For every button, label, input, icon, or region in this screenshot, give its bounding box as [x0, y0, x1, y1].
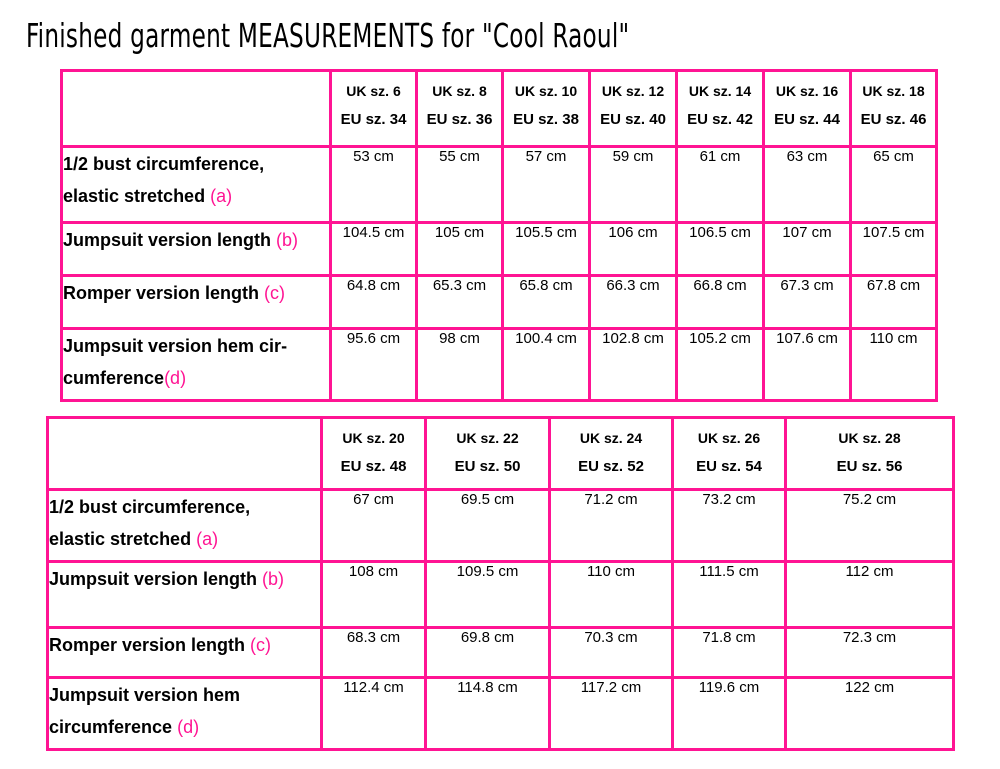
size-header: UK sz. 22 EU sz. 50 — [426, 418, 550, 490]
value-cell: 75.2 cm — [786, 490, 954, 562]
size-header-row — [62, 71, 937, 147]
value-cell: 100.4 cm — [503, 329, 590, 401]
row-label: Jumpsuit version hem circumference (d) — [48, 678, 322, 750]
value-cell: 106 cm — [590, 223, 677, 276]
value-cell: 73.2 cm — [673, 490, 786, 562]
size-header: UK sz. 18 EU sz. 46 — [851, 71, 937, 147]
size-header: UK sz. 26 EU sz. 54 — [673, 418, 786, 490]
size-header: UK sz. 28 EU sz. 56 — [786, 418, 954, 490]
table-row — [48, 678, 954, 750]
size-header: UK sz. 8 EU sz. 36 — [417, 71, 503, 147]
size-header: UK sz. 14 EU sz. 42 — [677, 71, 764, 147]
value-cell: 114.8 cm — [426, 678, 550, 750]
value-cell: 107.6 cm — [764, 329, 851, 401]
value-cell: 70.3 cm — [550, 628, 673, 678]
size-header: UK sz. 20 EU sz. 48 — [322, 418, 426, 490]
size-header: UK sz. 24 EU sz. 52 — [550, 418, 673, 490]
value-cell: 68.3 cm — [322, 628, 426, 678]
value-cell: 95.6 cm — [331, 329, 417, 401]
value-cell: 65.8 cm — [503, 276, 590, 329]
table-row — [62, 147, 937, 223]
row-label: Romper version length (c) — [48, 628, 322, 678]
value-cell: 104.5 cm — [331, 223, 417, 276]
value-cell: 71.2 cm — [550, 490, 673, 562]
value-cell: 71.8 cm — [673, 628, 786, 678]
table-row — [62, 276, 937, 329]
corner-cell — [62, 71, 331, 147]
value-cell: 67.8 cm — [851, 276, 937, 329]
value-cell: 105 cm — [417, 223, 503, 276]
value-cell: 63 cm — [764, 147, 851, 223]
page-title: Finished garment MEASUREMENTS for "Cool Raoul" — [26, 16, 630, 55]
value-cell: 69.5 cm — [426, 490, 550, 562]
value-cell: 117.2 cm — [550, 678, 673, 750]
value-cell: 61 cm — [677, 147, 764, 223]
size-header: UK sz. 10 EU sz. 38 — [503, 71, 590, 147]
value-cell: 64.8 cm — [331, 276, 417, 329]
value-cell: 105.5 cm — [503, 223, 590, 276]
value-cell: 106.5 cm — [677, 223, 764, 276]
value-cell: 59 cm — [590, 147, 677, 223]
value-cell: 65.3 cm — [417, 276, 503, 329]
table-row — [62, 329, 937, 401]
value-cell: 105.2 cm — [677, 329, 764, 401]
value-cell: 107 cm — [764, 223, 851, 276]
table-row — [48, 628, 954, 678]
corner-cell — [48, 418, 322, 490]
value-cell: 110 cm — [550, 562, 673, 628]
value-cell: 122 cm — [786, 678, 954, 750]
row-label: 1/2 bust circumference, elastic stretched (a) — [62, 147, 331, 223]
value-cell: 112.4 cm — [322, 678, 426, 750]
row-label: Romper version length (c) — [62, 276, 331, 329]
row-label: Jumpsuit version length (b) — [62, 223, 331, 276]
measurements-table-2 — [46, 416, 955, 751]
table-row — [48, 490, 954, 562]
value-cell: 55 cm — [417, 147, 503, 223]
size-header: UK sz. 16 EU sz. 44 — [764, 71, 851, 147]
value-cell: 107.5 cm — [851, 223, 937, 276]
table-row — [48, 562, 954, 628]
value-cell: 66.3 cm — [590, 276, 677, 329]
value-cell: 112 cm — [786, 562, 954, 628]
value-cell: 66.8 cm — [677, 276, 764, 329]
size-header: UK sz. 6 EU sz. 34 — [331, 71, 417, 147]
value-cell: 111.5 cm — [673, 562, 786, 628]
value-cell: 119.6 cm — [673, 678, 786, 750]
row-label: Jumpsuit version length (b) — [48, 562, 322, 628]
row-label: 1/2 bust circumference, elastic stretched (a) — [48, 490, 322, 562]
value-cell: 53 cm — [331, 147, 417, 223]
size-header-row — [48, 418, 954, 490]
value-cell: 67.3 cm — [764, 276, 851, 329]
value-cell: 57 cm — [503, 147, 590, 223]
table-row — [62, 223, 937, 276]
value-cell: 108 cm — [322, 562, 426, 628]
value-cell: 65 cm — [851, 147, 937, 223]
value-cell: 98 cm — [417, 329, 503, 401]
value-cell: 72.3 cm — [786, 628, 954, 678]
value-cell: 67 cm — [322, 490, 426, 562]
row-label: Jumpsuit version hem cir- cumference(d) — [62, 329, 331, 401]
value-cell: 110 cm — [851, 329, 937, 401]
value-cell: 102.8 cm — [590, 329, 677, 401]
size-header: UK sz. 12 EU sz. 40 — [590, 71, 677, 147]
value-cell: 109.5 cm — [426, 562, 550, 628]
measurements-table-1 — [60, 69, 938, 402]
value-cell: 69.8 cm — [426, 628, 550, 678]
